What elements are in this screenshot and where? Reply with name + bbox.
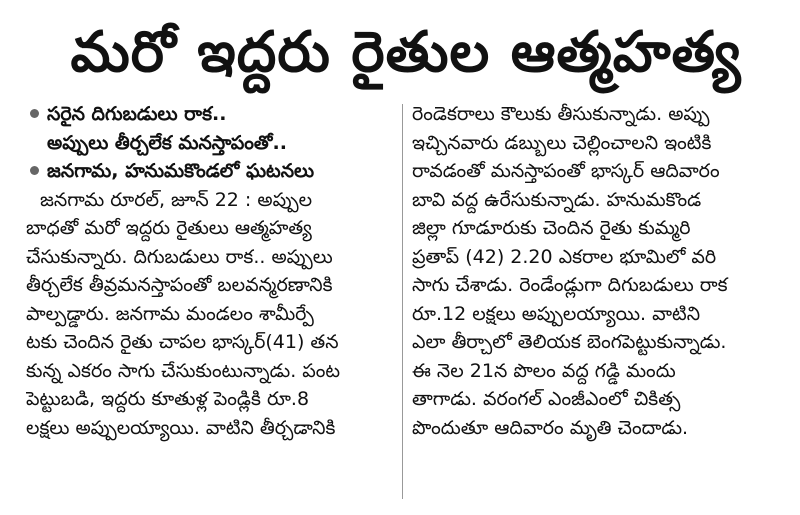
body-line: ప్రతాప్ (42) 2.20 ఎకరాల భూమిలో వరి bbox=[412, 245, 717, 268]
body-line: రూ.12 లక్షలు అప్పులయ్యాయి. వాటిని bbox=[412, 302, 701, 325]
column-divider bbox=[402, 104, 403, 499]
left-column bbox=[26, 100, 401, 442]
body-line: తాగాడు. వరంగల్ ఎంజీఎంలో చికిత్స bbox=[412, 388, 681, 410]
bullet-text: జనగామ, హనుమకొండలో ఘటనలు bbox=[47, 160, 315, 182]
body-line: లక్షలు అప్పులయ్యాయి. వాటిని తీర్చడానికి bbox=[26, 416, 336, 439]
right-column bbox=[412, 100, 782, 442]
bullet-item bbox=[26, 100, 401, 129]
bullet-text: సరైన దిగుబడులు రాక.. bbox=[47, 103, 227, 125]
body-line: పొందుతూ ఆదివారం మృతి చెందాడు. bbox=[412, 416, 689, 439]
body-line: ఇచ్చినవారు డబ్బులు చెల్లించాలని ఇంటికి bbox=[412, 131, 712, 154]
body-line: ఎలా తీర్చాలో తెలియక బెంగపెట్టుకున్నాడు. bbox=[412, 331, 727, 353]
body-line: జనగామ రూరల్, జూన్ 22 : అప్పుల bbox=[40, 188, 313, 211]
body-line: పాల్పడ్డారు. జనగామ మండలం శామీర్పే bbox=[26, 302, 314, 325]
body-line: జిల్లా గూడూరుకు చెందిన రైతు కుమ్మరి bbox=[412, 217, 691, 239]
body-line: టకు చెందిన రైతు చాపల భాస్కర్(41) తన bbox=[26, 331, 339, 353]
bullet-dot-icon bbox=[30, 166, 39, 175]
body-line: సాగు చేశాడు. రెండేండ్లుగా దిగుబడులు రాక bbox=[412, 274, 728, 296]
bullet-item bbox=[26, 157, 401, 186]
body-line: కున్న ఎకరం సాగు చేసుకుంటున్నాడు. పంట bbox=[26, 359, 341, 382]
bullet-dot-icon bbox=[30, 109, 39, 118]
body-line: ఈ నెల 21న పొలం వద్ద గడ్డి మందు bbox=[412, 359, 676, 382]
bullet-continuation bbox=[26, 129, 401, 158]
body-line: బావి వద్ద ఉరేసుకున్నాడు. హనుమకొండ bbox=[412, 188, 702, 211]
body-line: తీర్చలేక తీవ్రమనస్తాపంతో బలవన్మరణానికి bbox=[26, 274, 333, 296]
body-line: పెట్టుబడి, ఇద్దరు కూతుళ్ల పెండ్లికి రూ.8 bbox=[26, 388, 310, 410]
bullet-text: అప్పులు తీర్చలేక మనస్తాపంతో.. bbox=[47, 131, 287, 154]
body-line: రెండెకరాలు కౌలుకు తీసుకున్నాడు. అప్పు bbox=[412, 103, 710, 125]
body-line: రావడంతో మనస్తాపంతో భాస్కర్ ఆదివారం bbox=[412, 160, 720, 182]
headline: మరో ఇద్దరు రైతుల ఆత్మహత్య bbox=[70, 20, 742, 85]
body-line: చేసుకున్నారు. దిగుబడులు రాక.. అప్పులు bbox=[26, 245, 333, 268]
body-line: బాధతో మరో ఇద్దరు రైతులు ఆత్మహత్య bbox=[26, 217, 312, 239]
